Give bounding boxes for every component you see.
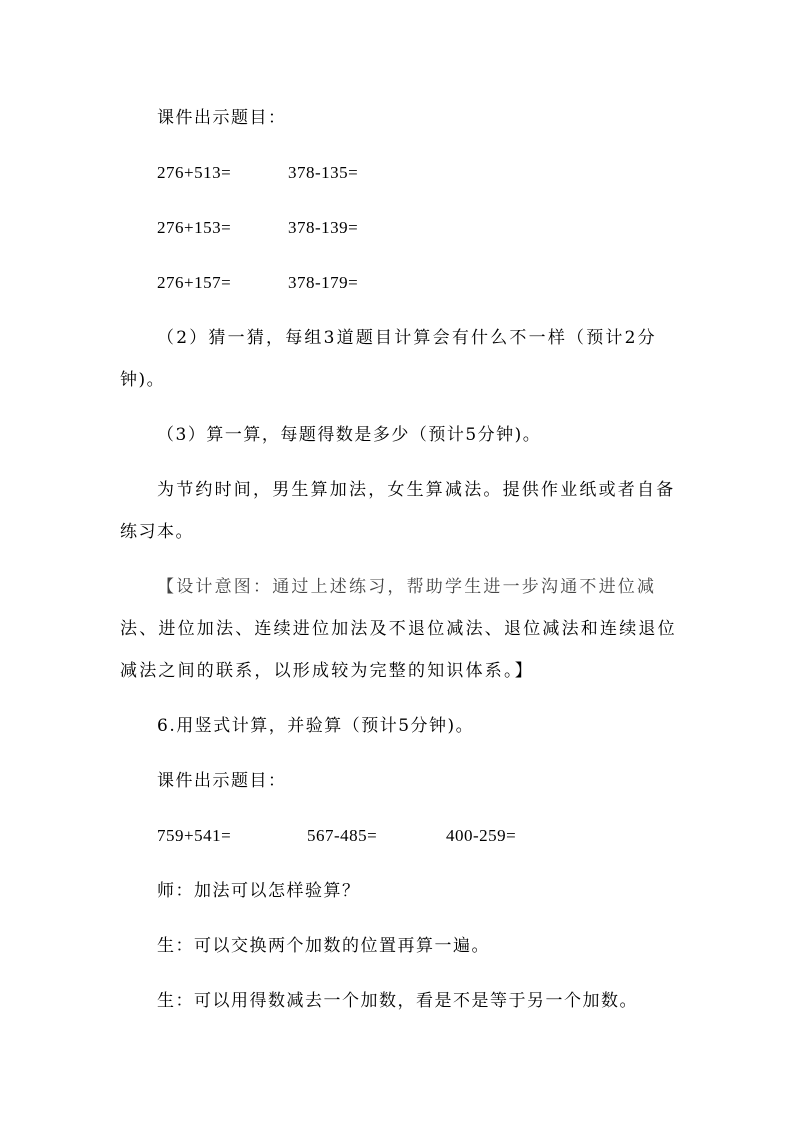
problem-1-left: 276+513= bbox=[157, 163, 232, 182]
section-6-heading: 6.用竖式计算，并验算（预计5分钟)。 bbox=[157, 716, 475, 736]
problem-3-left: 276+157= bbox=[157, 273, 232, 292]
vertical-problem-1: 759+541= bbox=[157, 826, 232, 845]
design-intent-line-3: 减法之间的联系，以形成较为完整的知识体系。】 bbox=[120, 661, 534, 681]
courseware-intro-2: 课件出示题目： bbox=[157, 771, 287, 791]
design-intent-line-2: 法、进位加法、连续进位加法及不退位减法、退位减法和连续退位 bbox=[120, 619, 677, 639]
step-2-line-2: 钟)。 bbox=[120, 370, 166, 390]
courseware-intro: 课件出示题目： bbox=[157, 108, 287, 128]
problem-2-right: 378-139= bbox=[288, 218, 359, 237]
student-answer-2: 生：可以用得数减去一个加数，看是不是等于另一个加数。 bbox=[157, 991, 638, 1011]
step-3: （3）算一算，每题得数是多少（预计5分钟)。 bbox=[157, 425, 542, 445]
design-intent-line-1: 【设计意图：通过上述练习，帮助学生进一步沟通不进位减 bbox=[157, 577, 657, 597]
student-answer-1: 生：可以交换两个加数的位置再算一遍。 bbox=[157, 936, 490, 956]
note-line-1: 为节约时间，男生算加法，女生算减法。提供作业纸或者自备 bbox=[157, 480, 676, 500]
problem-2-left: 276+153= bbox=[157, 218, 232, 237]
step-2-line-1: （2）猜一猜，每组3道题目计算会有什么不一样（预计2分 bbox=[157, 328, 657, 348]
vertical-problem-2: 567-485= bbox=[307, 826, 378, 845]
problem-1-right: 378-135= bbox=[288, 163, 359, 182]
vertical-problem-3: 400-259= bbox=[446, 826, 517, 845]
teacher-question: 师：加法可以怎样验算？ bbox=[157, 881, 361, 901]
note-line-2: 练习本。 bbox=[120, 522, 194, 542]
problem-3-right: 378-179= bbox=[288, 273, 359, 292]
